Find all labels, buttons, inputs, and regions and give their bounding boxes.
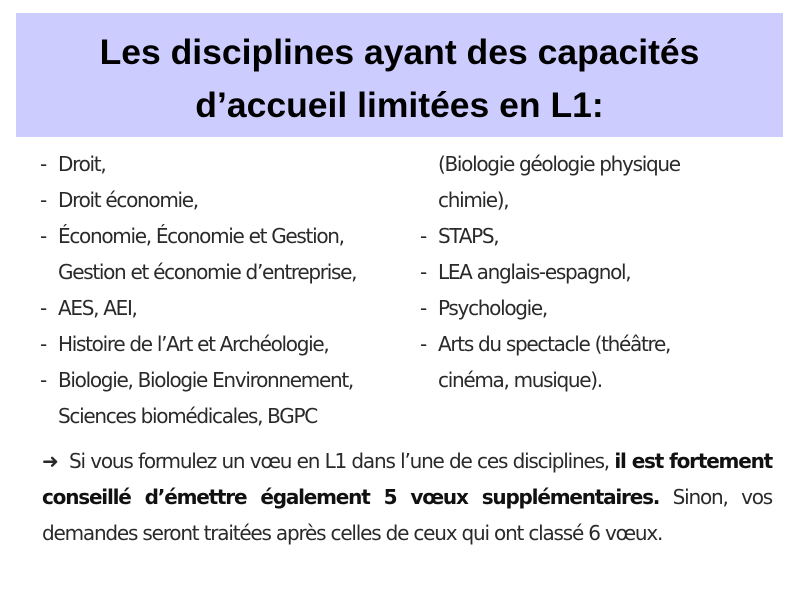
list-item — [420, 362, 790, 398]
list-item — [420, 218, 790, 254]
list-item — [40, 182, 410, 218]
list-item — [40, 254, 410, 290]
list-item-text: AES, AEI, — [58, 296, 137, 320]
arrow-icon: ➜ — [42, 449, 58, 473]
bullet-dash: - — [420, 224, 426, 248]
bullet-dash: - — [420, 332, 426, 356]
list-item-text: Économie, Économie et Gestion, — [58, 224, 344, 248]
bullet-dash: - — [40, 152, 46, 176]
advice-paragraph — [42, 443, 772, 551]
list-item-text: chimie), — [438, 188, 509, 212]
list-item — [40, 362, 410, 398]
list-item-text: Arts du spectacle (théâtre, — [438, 332, 671, 356]
list-item-text: Gestion et économie d’entreprise, — [58, 260, 357, 284]
bullet-dash: - — [40, 296, 46, 320]
right-discipline-list — [420, 146, 790, 398]
list-item — [420, 146, 790, 182]
list-item — [40, 290, 410, 326]
list-item-text: Droit, — [58, 152, 106, 176]
bullet-dash: - — [420, 296, 426, 320]
list-item-text: Histoire de l’Art et Archéologie, — [58, 332, 329, 356]
list-item — [40, 218, 410, 254]
bullet-dash: - — [40, 368, 46, 392]
list-item-text: Droit économie, — [58, 188, 198, 212]
list-item-text: Biologie, Biologie Environnement, — [58, 368, 353, 392]
bullet-dash: - — [40, 188, 46, 212]
advice-intro: Si vous formulez un vœu en L1 dans l’une de ces disciplines, — [68, 449, 609, 473]
title-line-2: d’accueil limitées en L1: — [195, 85, 604, 125]
title-line-1: Les disciplines ayant des capacités — [99, 32, 700, 72]
left-discipline-list — [40, 146, 410, 434]
list-item-text: Sciences biomédicales, BGPC — [58, 404, 317, 428]
bullet-dash: - — [420, 260, 426, 284]
list-item — [420, 326, 790, 362]
discipline-lists — [0, 146, 800, 436]
bullet-dash: - — [40, 332, 46, 356]
list-item-text: STAPS, — [438, 224, 499, 248]
list-item — [420, 254, 790, 290]
advice-emphasis: il est fortement conseillé d’émettre également 5 vœux supplémentaires. — [42, 449, 772, 509]
slide-title — [16, 26, 783, 132]
list-item — [40, 146, 410, 182]
list-item-text: LEA anglais-espagnol, — [438, 260, 631, 284]
list-item-text: Psychologie, — [438, 296, 547, 320]
list-item-text: cinéma, musique). — [438, 368, 602, 392]
list-item-text: (Biologie géologie physique — [438, 152, 680, 176]
bullet-dash: - — [40, 224, 46, 248]
advice-rest: Sinon, vos demandes seront traitées après celles de ceux qui ont classé 6 vœux. — [42, 485, 772, 545]
list-item — [420, 182, 790, 218]
list-item — [420, 290, 790, 326]
list-item — [40, 326, 410, 362]
list-item — [40, 398, 410, 434]
